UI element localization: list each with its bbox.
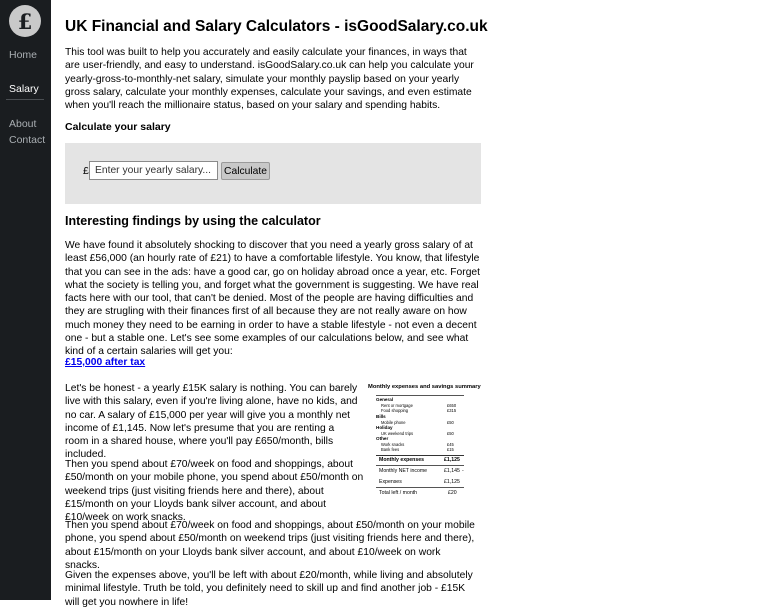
summary-total-amount: £1,145	[444, 468, 460, 474]
example-paragraph: Then you spend about £70/week on food and shoppings, about £50/month on your mobile phone, you spend about £50/month on weekend trips (just visiting friends here and there), about £15/month on your Lloyds bank silver account, and about £10/week on work snacks.	[65, 520, 475, 571]
pound-icon: £	[17, 8, 33, 34]
sidebar	[0, 0, 51, 600]
active-nav-underline	[6, 99, 44, 100]
summary-item-label: UK weekend trips	[381, 430, 414, 436]
example-paragraph: Then you spend about £70/week on food and shoppings, about £50/month on your mobile phone, you spend about £50/month on weekend trips (just visiting friends here and there), about £15/month on your Lloyds bank silver account, and about £10/week on work snacks.	[65, 459, 364, 524]
summary-total-label: Expenses	[379, 479, 402, 485]
page-title: UK Financial and Salary Calculators - isGoodSalary.co.uk	[65, 18, 488, 35]
summary-minus-sign: -	[462, 468, 464, 474]
summary-item-amount: £15	[447, 447, 454, 452]
summary-total-label: Total left / month	[379, 490, 418, 496]
summary-divider	[376, 395, 464, 396]
summary-item-label: Work snacks	[381, 441, 405, 447]
summary-divider	[376, 487, 464, 488]
sidebar-item-home[interactable]: Home	[9, 49, 38, 61]
site-logo[interactable]	[9, 5, 41, 37]
summary-divider	[376, 455, 464, 456]
intro-paragraph: This tool was built to help you accurately and easily calculate your finances, in ways that are user-friendly, and easy to understand. isGoodSalary.co.uk can help you calculate your yearly-gross-to-monthly-net salary, simulate your monthly payslip based on your yearly gross salary, calculate your monthly expenses, calculate your savings, and even estimate when you'll reach the millionaire status, based on your salary and spending habits.	[65, 47, 474, 112]
summary-category: Bills	[376, 414, 386, 419]
summary-total-amount: £1,125	[444, 457, 460, 463]
summary-total-label: Monthly NET income	[379, 468, 428, 474]
summary-total-label: Monthly expenses	[379, 457, 424, 463]
calculator-panel	[65, 143, 481, 204]
expenses-summary-image	[366, 384, 481, 502]
summary-item-amount: £650	[447, 402, 457, 408]
sidebar-item-contact[interactable]: Contact	[9, 134, 46, 146]
summary-title: Monthly expenses and savings summary	[368, 384, 481, 390]
summary-item-label: Rent or mortgage	[381, 402, 413, 408]
summary-total-amount: £20	[448, 490, 457, 496]
summary-category: General	[376, 397, 394, 402]
summary-divider	[376, 465, 464, 466]
sidebar-item-about[interactable]: About	[9, 118, 37, 130]
findings-heading: Interesting findings by using the calculator	[65, 214, 321, 228]
summary-category: Other	[376, 436, 389, 441]
salary-input[interactable]	[89, 161, 218, 180]
summary-item-amount: £50	[447, 430, 454, 436]
summary-item-amount: £315	[447, 408, 457, 413]
example-15000-link[interactable]: £15,000 after tax	[65, 357, 146, 368]
calculate-button[interactable]: Calculate	[221, 162, 270, 180]
summary-category: Holiday	[376, 425, 393, 430]
currency-symbol: £	[83, 165, 89, 177]
summary-item-amount: £50	[447, 419, 454, 425]
summary-item-amount: £45	[447, 441, 454, 447]
summary-item-label: Bank fees	[381, 447, 400, 452]
findings-paragraph: We have found it absolutely shocking to discover that you need a yearly gross salary of at least £56,000 (an hourly rate of £21) to have a comfortable lifestyle. You know, that lifestyle that you can see in the ads: have a good car, go on holiday abroad once a year, etc. Forget what the society is telling you, and forget what the government is suggesting. We have real facts here with our tool, that can't be denied. Most of the people are having difficulties and they are strugling with their finances first of all because they are not really aware on how much money they need to be earning in order to have a stable lifestyle - not even a decent one - but a stable one. Let's see some examples of our calculations below, and see what kind of a certain salaries will get you:	[65, 240, 481, 358]
summary-item-label: Food shopping	[381, 408, 409, 413]
example-paragraph: Let's be honest - a yearly £15K salary is nothing. You can barely live with this salary, even if you're living alone, have no kids, and no car. A salary of £15,000 per year will give you a monthly net income of £1,145. Now let's presume that you are renting a room in a shared house, where you'll pay £650/month, bills included.	[65, 383, 358, 461]
calculator-heading: Calculate your salary	[65, 121, 171, 133]
sidebar-item-salary[interactable]: Salary	[9, 83, 39, 95]
example-paragraph: Given the expenses above, you'll be left with about £20/month, while living and absolutely minimal lifestyle. Truth be told, you definitely need to skill up and find another job - £15K will get you nowhere in life!	[65, 570, 473, 608]
summary-item-label: Mobile phone	[381, 419, 406, 425]
summary-total-amount: £1,125	[444, 479, 460, 485]
